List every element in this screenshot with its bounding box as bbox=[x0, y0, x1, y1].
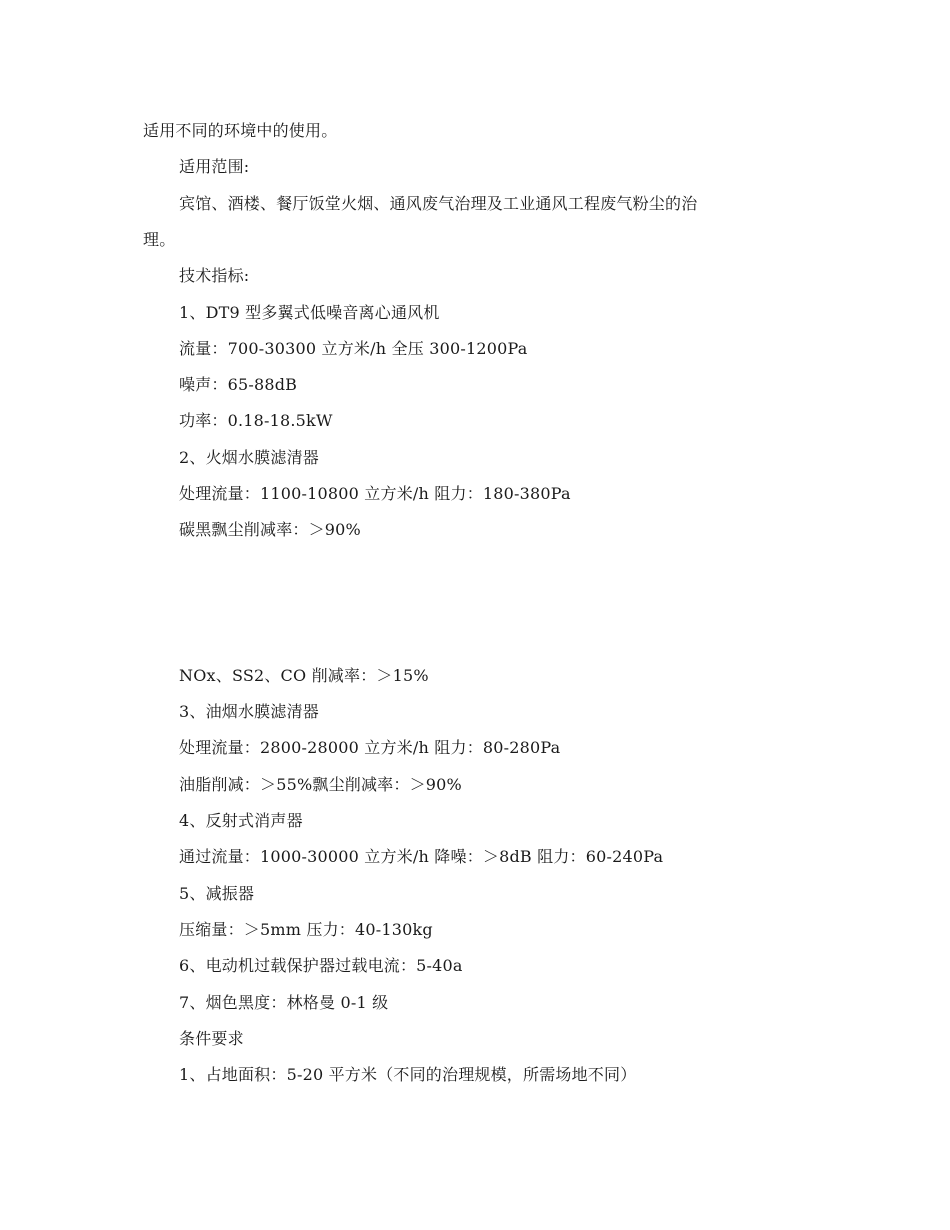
list-item: 1、占地面积：5-20 平方米（不同的治理规模，所需场地不同） bbox=[179, 1065, 637, 1084]
list-item: NOx、SS2、CO 削减率：＞15% bbox=[179, 666, 429, 685]
list-item: 压缩量：＞5mm 压力：40-130kg bbox=[179, 920, 433, 939]
list-item: 油脂削减：＞55%飘尘削减率：＞90% bbox=[179, 775, 462, 794]
list-item: 5、减振器 bbox=[179, 884, 255, 903]
list-item: 通过流量：1000-30000 立方米/h 降噪：＞8dB 阻力：60-240Pa bbox=[179, 847, 664, 866]
list-item: 6、电动机过载保护器过载电流：5-40a bbox=[179, 956, 463, 975]
section-heading-scope: 适用范围: bbox=[179, 157, 250, 176]
list-item: 功率：0.18-18.5kW bbox=[179, 411, 333, 430]
list-item: 流量：700-30300 立方米/h 全压 300-1200Pa bbox=[179, 339, 528, 358]
list-item: 碳黑飘尘削减率：＞90% bbox=[179, 520, 361, 539]
list-item: 7、烟色黑度：林格曼 0-1 级 bbox=[179, 993, 389, 1012]
paragraph-line: 适用不同的环境中的使用。 bbox=[143, 121, 338, 140]
paragraph-line: 宾馆、酒楼、餐厅饭堂火烟、通风废气治理及工业通风工程废气粉尘的治 bbox=[179, 194, 698, 213]
list-item: 1、DT9 型多翼式低噪音离心通风机 bbox=[179, 303, 440, 322]
list-item: 3、油烟水膜滤清器 bbox=[179, 702, 319, 721]
list-item: 处理流量：2800-28000 立方米/h 阻力：80-280Pa bbox=[179, 738, 561, 757]
list-item: 噪声：65-88dB bbox=[179, 375, 298, 394]
list-item: 处理流量：1100-10800 立方米/h 阻力：180-380Pa bbox=[179, 484, 571, 503]
list-item: 2、火烟水膜滤清器 bbox=[179, 448, 319, 467]
paragraph-line: 理。 bbox=[143, 230, 176, 249]
section-heading-specs: 技术指标: bbox=[179, 266, 250, 285]
list-item: 4、反射式消声器 bbox=[179, 811, 303, 830]
section-heading-requirements: 条件要求 bbox=[179, 1029, 244, 1048]
